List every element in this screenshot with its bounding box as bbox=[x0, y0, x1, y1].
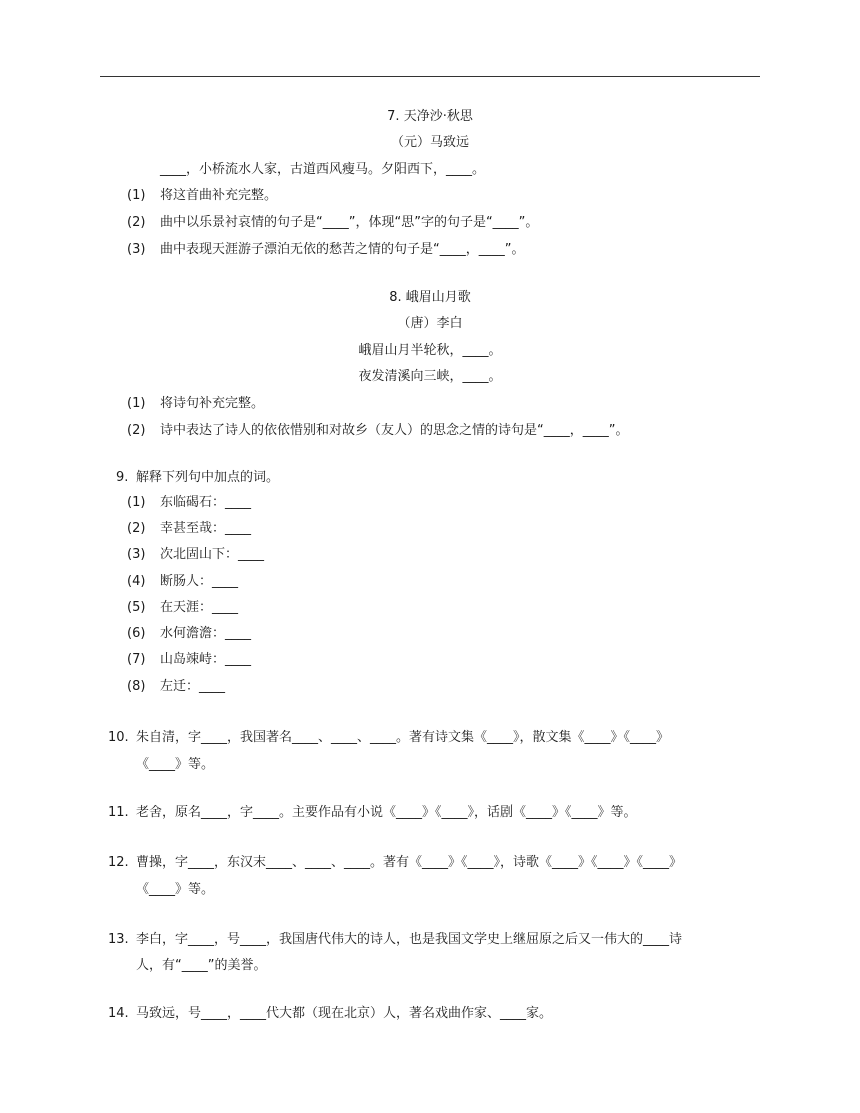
q9-sub8-text: 左迁：____ bbox=[160, 679, 226, 694]
q10-num: 10. bbox=[108, 730, 129, 745]
q9-sub2-text: 幸甚至哉：____ bbox=[160, 521, 252, 536]
q7-sub2-text: 曲中以乐景衬哀情的句子是“____”，体现“思”字的句子是“____”。 bbox=[160, 215, 539, 230]
q9-sub6-num: (6) bbox=[127, 626, 146, 641]
q10-line2: 《____》等。 bbox=[136, 757, 215, 772]
q8-title: 8. 峨眉山月歌 bbox=[389, 290, 471, 305]
q9-sub7-text: 山岛竦峙：____ bbox=[160, 652, 252, 667]
q13-line1: 李白，字____，号____，我国唐代伟大的诗人，也是我国文学史上继屈原之后又一伟大的____诗 bbox=[136, 932, 683, 947]
q8-sub1-num: (1) bbox=[127, 396, 146, 411]
q9-sub1-text: 东临碣石：____ bbox=[160, 495, 252, 510]
q12-line1: 曹操，字____，东汉末____、____、____。著有《____》《____》，诗歌《____》《____》《____》 bbox=[136, 855, 683, 870]
q9-sub1-num: (1) bbox=[127, 495, 146, 510]
q9-sub4-text: 断肠人：____ bbox=[160, 574, 239, 589]
q7-sub3-text: 曲中表现天涯游子漂泊无依的愁苦之情的句子是“____，____”。 bbox=[160, 242, 525, 257]
q12-line2: 《____》等。 bbox=[136, 882, 215, 897]
q13-num: 13. bbox=[108, 932, 129, 947]
q8-sub2-text: 诗中表达了诗人的依依惜别和对故乡（友人）的思念之情的诗句是“____，____”。 bbox=[160, 423, 629, 438]
q10-line1: 朱自清，字____，我国著名____、____、____。著有诗文集《____》，散文集《____》《____》 bbox=[136, 730, 670, 745]
q9-sub3-num: (3) bbox=[127, 547, 146, 562]
q7-sub1-num: (1) bbox=[127, 188, 146, 203]
q8-poem-line1: 峨眉山月半轮秋，____。 bbox=[358, 343, 502, 358]
q9-num: 9. bbox=[116, 470, 129, 485]
q8-sub1-text: 将诗句补充完整。 bbox=[160, 396, 265, 411]
q9-sub5-text: 在天涯：____ bbox=[160, 600, 239, 615]
q14-line1: 马致远，号____，____代大都（现在北京）人，著名戏曲作家、____家。 bbox=[136, 1006, 553, 1021]
q9-sub5-num: (5) bbox=[127, 600, 146, 615]
q8-poem-line2: 夜发清溪向三峡，____。 bbox=[358, 369, 502, 384]
q7-sub3-num: (3) bbox=[127, 242, 146, 257]
q9-sub2-num: (2) bbox=[127, 521, 146, 536]
q7-sub1-text: 将这首曲补充完整。 bbox=[160, 188, 278, 203]
q9-text: 解释下列句中加点的词。 bbox=[136, 470, 280, 485]
q13-line2: 人，有“____”的美誉。 bbox=[136, 958, 267, 973]
q7-author: （元）马致远 bbox=[390, 135, 469, 150]
q11-line1: 老舍，原名____，字____。主要作品有小说《____》《____》，话剧《____》《____》等。 bbox=[136, 805, 637, 820]
q9-sub8-num: (8) bbox=[127, 679, 146, 694]
q9-sub6-text: 水何澹澹：____ bbox=[160, 626, 252, 641]
q7-title: 7. 天净沙·秋思 bbox=[387, 109, 473, 124]
q8-author: （唐）李白 bbox=[397, 316, 463, 331]
q9-sub7-num: (7) bbox=[127, 652, 146, 667]
q7-poem: ____，小桥流水人家，古道西风瘦马。夕阳西下，____。 bbox=[160, 162, 486, 177]
q9-sub3-text: 次北固山下：____ bbox=[160, 547, 265, 562]
q8-sub2-num: (2) bbox=[127, 423, 146, 438]
q7-sub2-num: (2) bbox=[127, 215, 146, 230]
q12-num: 12. bbox=[108, 855, 129, 870]
header-rule bbox=[100, 76, 760, 77]
q14-num: 14. bbox=[108, 1006, 129, 1021]
q9-sub4-num: (4) bbox=[127, 574, 146, 589]
q11-num: 11. bbox=[108, 805, 129, 820]
